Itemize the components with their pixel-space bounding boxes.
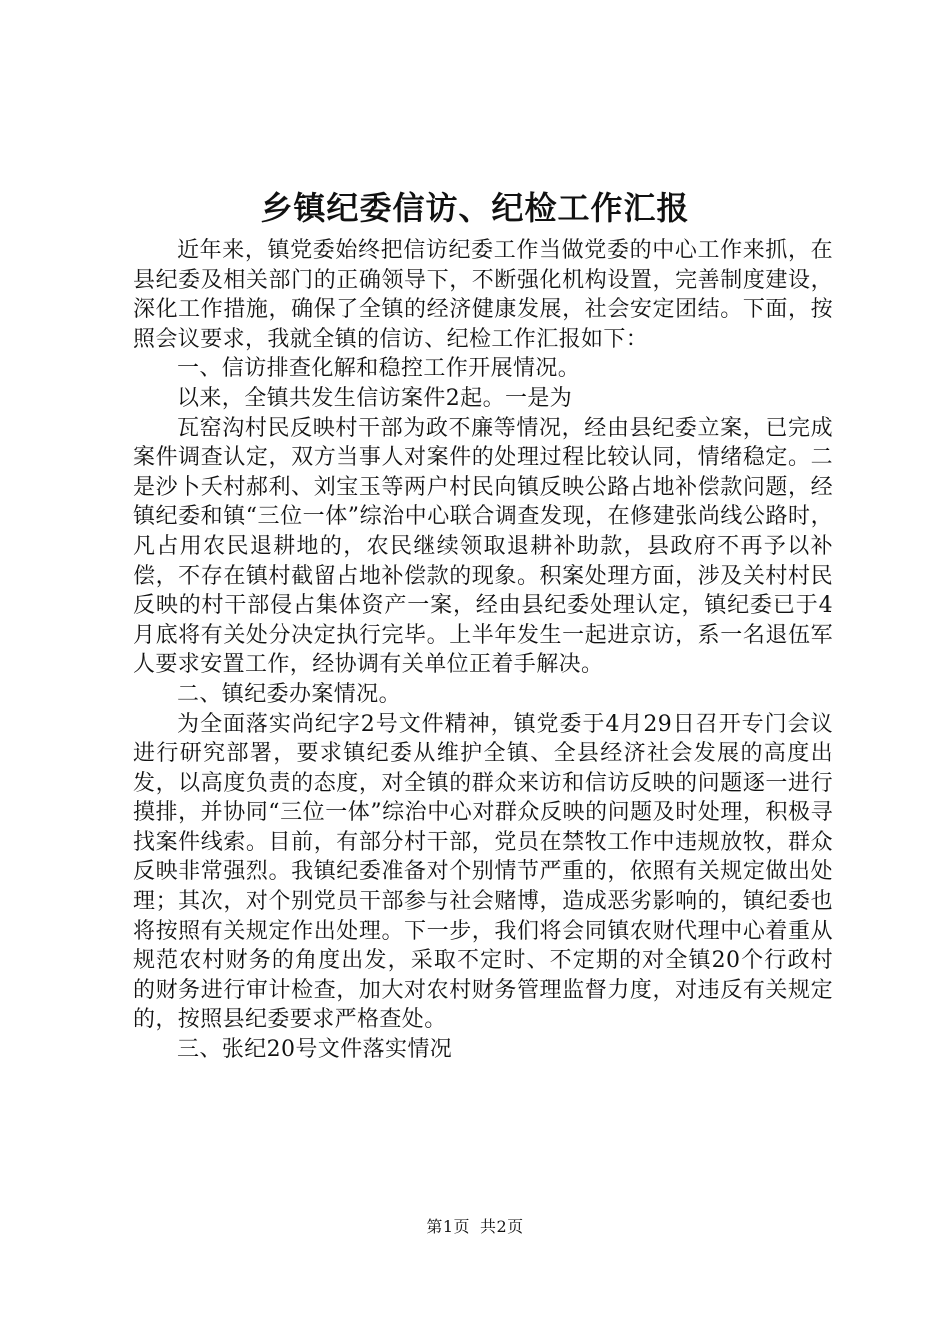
paragraph-case-details: 瓦窑沟村民反映村干部为政不廉等情况，经由县纪委立案，已完成案件调查认定，双方当事人对案件的处理过程比较认同，情绪稳定。二是沙卜夭村郝利、刘宝玉等两户村民向镇反映公路占地补偿款问题，经镇纪委和镇“三位一体”综治中心联合调查发现，在修建张尚线公路时，凡占用农民退耕地的，农民继续领取退耕补助款，县政府不再予以补偿，不存在镇村截留占地补偿款的现象。积案处理方面，涉及关村村民反映的村干部侵占集体资产一案，经由县纪委处理认定，镇纪委已于4月底将有关处分决定执行完毕。上半年发生一起进京访，系一名退伍军人要求安置工作，经协调有关单位正着手解决。 <box>133 415 833 678</box>
paragraph-case-handling: 为全面落实尚纪字2号文件精神，镇党委于4月29日召开专门会议进行研究部署，要求镇纪委从维护全镇、全县经济社会发展的高度出发，以高度负责的态度，对全镇的群众来访和信访反映的问题逐一进行摸排，并协同“三位一体”综治中心对群众反映的问题及时处理，积极寻找案件线索。目前，有部分村干部，党员在禁牧工作中违规放牧，群众反映非常强烈。我镇纪委准备对个别情节严重的，依照有关规定做出处理；其次，对个别党员干部参与社会赌博，造成恶劣影响的，镇纪委也将按照有关规定作出处理。下一步，我们将会同镇农财代理中心着重从规范农村财务的角度出发，采取不定时、不定期的对全镇20个行政村的财务进行审计检查，加大对农村财务管理监督力度，对违反有关规定的，按照县纪委要求严格查处。 <box>133 711 833 1033</box>
section-heading-3: 三、张纪20号文件落实情况 <box>177 1037 453 1063</box>
paragraph-case-count: 以来，全镇共发生信访案件2起。一是为 <box>177 385 573 411</box>
page-total: 共2页 <box>480 1217 524 1236</box>
page-footer <box>0 1216 950 1238</box>
document-body <box>133 236 833 1065</box>
page-number: 第1页 <box>426 1217 470 1236</box>
document-title: 乡镇纪委信访、纪检工作汇报 <box>260 189 690 227</box>
section-heading-1: 一、信访排查化解和稳控工作开展情况。 <box>177 356 581 382</box>
paragraph-intro: 近年来，镇党委始终把信访纪委工作当做党委的中心工作来抓，在县纪委及相关部门的正确领导下，不断强化机构设置，完善制度建设，深化工作措施，确保了全镇的经济健康发展，社会安定团结。下面，按照会议要求，我就全镇的信访、纪检工作汇报如下： <box>133 238 833 352</box>
section-heading-2: 二、镇纪委办案情况。 <box>177 681 402 707</box>
